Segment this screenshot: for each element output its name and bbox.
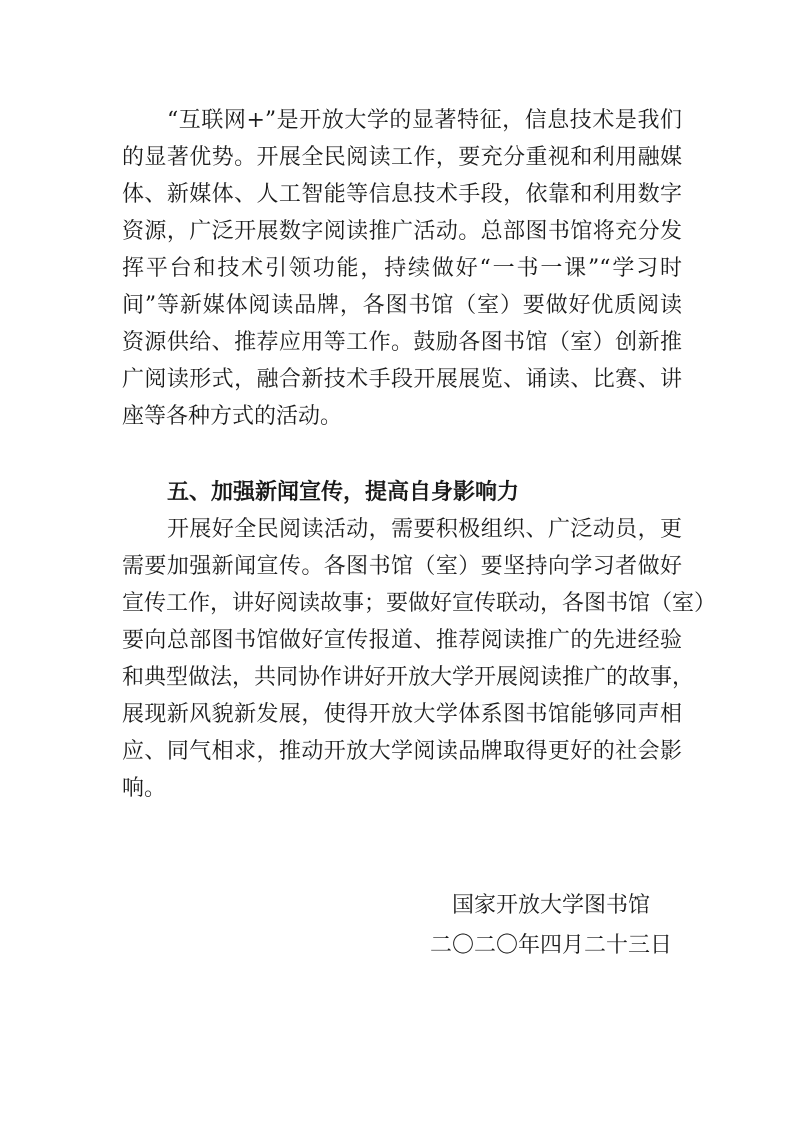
paragraph2-line-4: 要向总部图书馆做好宣传报道、推荐阅读推广的先进经验 (122, 628, 682, 653)
signature-date: 二〇二〇年四月二十三日 (430, 933, 673, 958)
paragraph1-line-2: 的显著优势。开展全民阅读工作，要充分重视和利用融媒 (122, 145, 682, 170)
paragraph2-line-7: 应、同气相求，推动开放大学阅读品牌取得更好的社会影 (122, 739, 682, 764)
paragraph1-line-3: 体、新媒体、人工智能等信息技术手段，依靠和利用数字 (122, 182, 682, 207)
paragraph2-line-3: 宣传工作，讲好阅读故事；要做好宣传联动，各图书馆（室） (122, 591, 717, 616)
paragraph1-line-5: 挥平台和技术引领功能，持续做好“一书一课”“学习时 (122, 256, 682, 281)
paragraph2-line-5: 和典型做法，共同协作讲好开放大学开展阅读推广的故事， (122, 665, 695, 690)
paragraph2-line-1: 开展好全民阅读活动，需要积极组织、广泛动员，更 (167, 517, 682, 542)
paragraph2-line-8: 响。 (122, 776, 167, 801)
paragraph2-line-6: 展现新风貌新发展，使得开放大学体系图书馆能够同声相 (122, 702, 682, 727)
paragraph1-line-1: “互联网+”是开放大学的显著特征，信息技术是我们 (167, 108, 682, 133)
paragraph1-line-4: 资源，广泛开展数字阅读推广活动。总部图书馆将充分发 (122, 219, 682, 244)
section5-heading: 五、加强新闻宣传，提高自身影响力 (167, 480, 520, 505)
paragraph1-line-6: 间”等新媒体阅读品牌，各图书馆（室）要做好优质阅读 (122, 293, 682, 318)
paragraph1-line-7: 资源供给、推荐应用等工作。鼓励各图书馆（室）创新推 (122, 330, 682, 355)
signature-organization: 国家开放大学图书馆 (452, 893, 651, 918)
paragraph1-line-8: 广阅读形式，融合新技术手段开展展览、诵读、比赛、讲 (122, 367, 682, 392)
paragraph2-line-2: 需要加强新闻宣传。各图书馆（室）要坚持向学习者做好 (122, 554, 682, 579)
paragraph1-line-9: 座等各种方式的活动。 (122, 404, 343, 429)
